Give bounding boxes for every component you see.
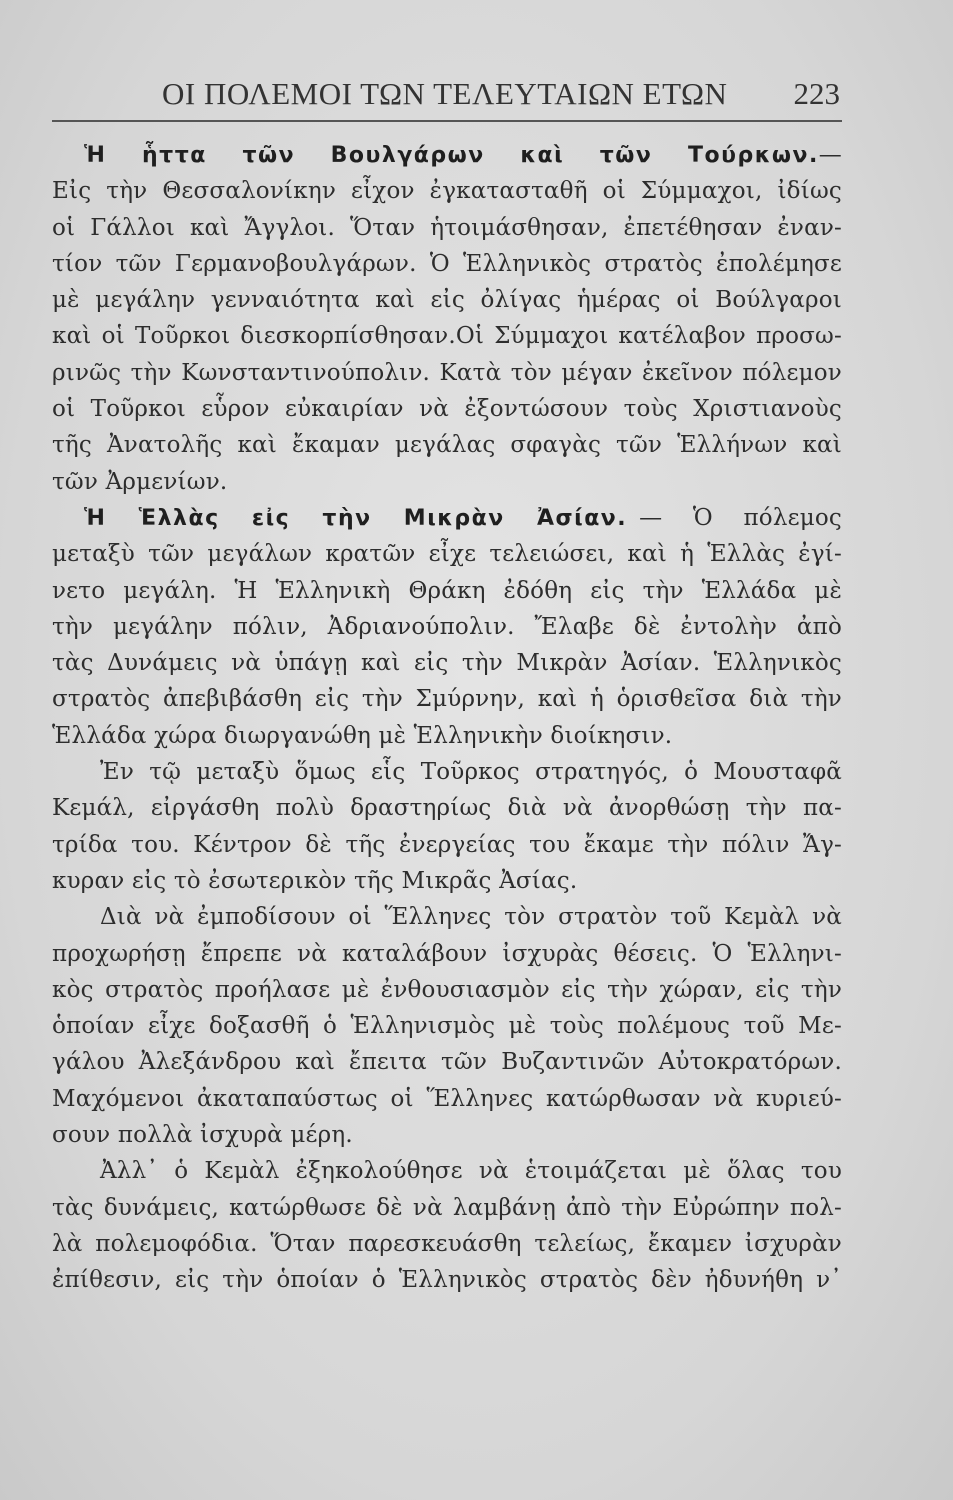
text-line: τίον τῶν Γερμανοβουλγάρων. Ὁ Ἑλληνικὸς στρατὸς ἐπολέμησε [52, 250, 842, 277]
text-line: στρατὸς ἀπεβιβάσθη εἰς τὴν Σμύρνην, καὶ ἡ ὁρισθεῖσα διὰ τὴν [52, 686, 842, 713]
text-line: ἐπίθεσιν, εἰς τὴν ὁποίαν ὁ Ἑλληνικὸς στρατὸς δὲν ἠδυνήθη ν᾽ [52, 1267, 842, 1294]
text-line: Εἰς τὴν Θεσσαλονίκην εἶχον ἐγκατασταθῆ οἱ Σύμμαχοι, ἰδίως [52, 178, 842, 205]
text-line: Μαχόμενοι ἀκαταπαύστως οἱ Ἕλληνες κατώρθωσαν νὰ κυριεύ- [52, 1085, 842, 1112]
text-line: κυραν εἰς τὸ ἐσωτερικὸν τῆς Μικρᾶς Ἀσίας. [52, 867, 578, 894]
text-line: οἱ Γάλλοι καὶ Ἄγγλοι. Ὅταν ἡτοιμάσθησαν, ἐπετέθησαν ἐναν- [52, 214, 842, 241]
text-line [52, 137, 842, 173]
text-line: τὰς δυνάμεις, κατώρθωσε δὲ νὰ λαμβάνῃ ἀπὸ τὴν Εὐρώπην πολ- [52, 1194, 842, 1221]
text-line: τῆς Ἀνατολῆς καὶ ἔκαμαν μεγάλας σφαγὰς τῶν Ἑλλήνων καὶ [52, 432, 842, 459]
text-line: τρίδα του. Κέντρον δὲ τῆς ἐνεργείας του ἔκαμε τὴν πόλιν Ἄγ- [52, 831, 842, 858]
text-line: κὸς στρατὸς προήλασε μὲ ἐνθουσιασμὸν εἰς τὴν χώραν, εἰς τὴν [52, 976, 842, 1003]
text-line: Κεμάλ, εἰργάσθη πολὺ δραστηρίως διὰ νὰ ἀνορθώσῃ τὴν πα- [52, 795, 842, 822]
running-head [50, 76, 840, 116]
text-line: λὰ πολεμοφόδια. Ὅταν παρεσκευάσθη τελείως, ἔκαμεν ἰσχυρὰν [52, 1230, 842, 1257]
page-number: 223 [793, 76, 840, 111]
text-line: Ἀλλ᾽ ὁ Κεμὰλ ἐξηκολούθησε νὰ ἑτοιμάζεται μὲ ὅλας του [100, 1158, 842, 1185]
text-line: σουν πολλὰ ἰσχυρὰ μέρη. [52, 1122, 353, 1149]
text-line: ρινῶς τὴν Κωνσταντινούπολιν. Κατὰ τὸν μέγαν ἐκεῖνον πόλεμον [52, 359, 842, 386]
text-line: προχωρήσῃ ἔπρεπε νὰ καταλάβουν ἰσχυρὰς θέσεις. Ὁ Ἑλληνι- [52, 940, 842, 967]
text-line: Ἑλλάδα χώρα διωργανώθη μὲ Ἑλληνικὴν διοίκησιν. [52, 722, 673, 749]
text-line: τὴν μεγάλην πόλιν, Ἀδριανούπολιν. Ἔλαβε δὲ ἐντολὴν ἀπὸ [52, 613, 842, 640]
text-line: μεταξὺ τῶν μεγάλων κρατῶν εἶχε τελειώσει, καὶ ἡ Ἑλλὰς ἐγί- [52, 541, 842, 568]
heading-dash: — [818, 142, 842, 168]
section-heading: Ἡ ἧττα τῶν Βουλγάρων καὶ τῶν Τούρκων. [84, 143, 819, 168]
text-line: γάλου Ἀλεξάνδρου καὶ ἔπειτα τῶν Βυζαντινῶν Αὐτοκρατόρων. [52, 1049, 842, 1076]
body-text [52, 137, 842, 1299]
text-line: νετο μεγάλη. Ἡ Ἑλληνικὴ Θράκη ἐδόθη εἰς τὴν Ἑλλάδα μὲ [52, 577, 842, 604]
text-line [52, 500, 842, 536]
header-rule [52, 120, 842, 122]
section-heading: Ἡ Ἑλλὰς εἰς τὴν Μικρὰν Ἀσίαν. [84, 505, 628, 531]
text-line: τῶν Ἀρμενίων. [52, 468, 228, 495]
heading-continuation: — Ὁ πόλεμος [639, 504, 842, 531]
text-line: Διὰ νὰ ἐμποδίσουν οἱ Ἕλληνες τὸν στρατὸν τοῦ Κεμὰλ νὰ [100, 904, 842, 931]
text-line: τὰς Δυνάμεις νὰ ὑπάγῃ καὶ εἰς τὴν Μικρὰν Ἀσίαν. Ἑλληνικὸς [52, 650, 842, 677]
text-line: καὶ οἱ Τοῦρκοι διεσκορπίσθησαν.Οἱ Σύμμαχοι κατέλαβον προσω- [52, 323, 842, 350]
text-line: οἱ Τοῦρκοι εὗρον εὐκαιρίαν νὰ ἐξοντώσουν τοὺς Χριστιανοὺς [52, 396, 842, 423]
running-title: ΟΙ ΠΟΛΕΜΟΙ ΤΩΝ ΤΕΛΕΥΤΑΙΩΝ ΕΤΩΝ [162, 76, 728, 111]
text-line: ὁποίαν εἶχε δοξασθῆ ὁ Ἑλληνισμὸς μὲ τοὺς πολέμους τοῦ Με- [52, 1013, 842, 1040]
text-line: Ἐν τῷ μεταξὺ ὅμως εἷς Τοῦρκος στρατηγός, ὁ Μουσταφᾶ [100, 759, 842, 786]
text-line: μὲ μεγάλην γενναιότητα καὶ εἰς ὀλίγας ἡμέρας οἱ Βούλγαροι [52, 287, 842, 314]
